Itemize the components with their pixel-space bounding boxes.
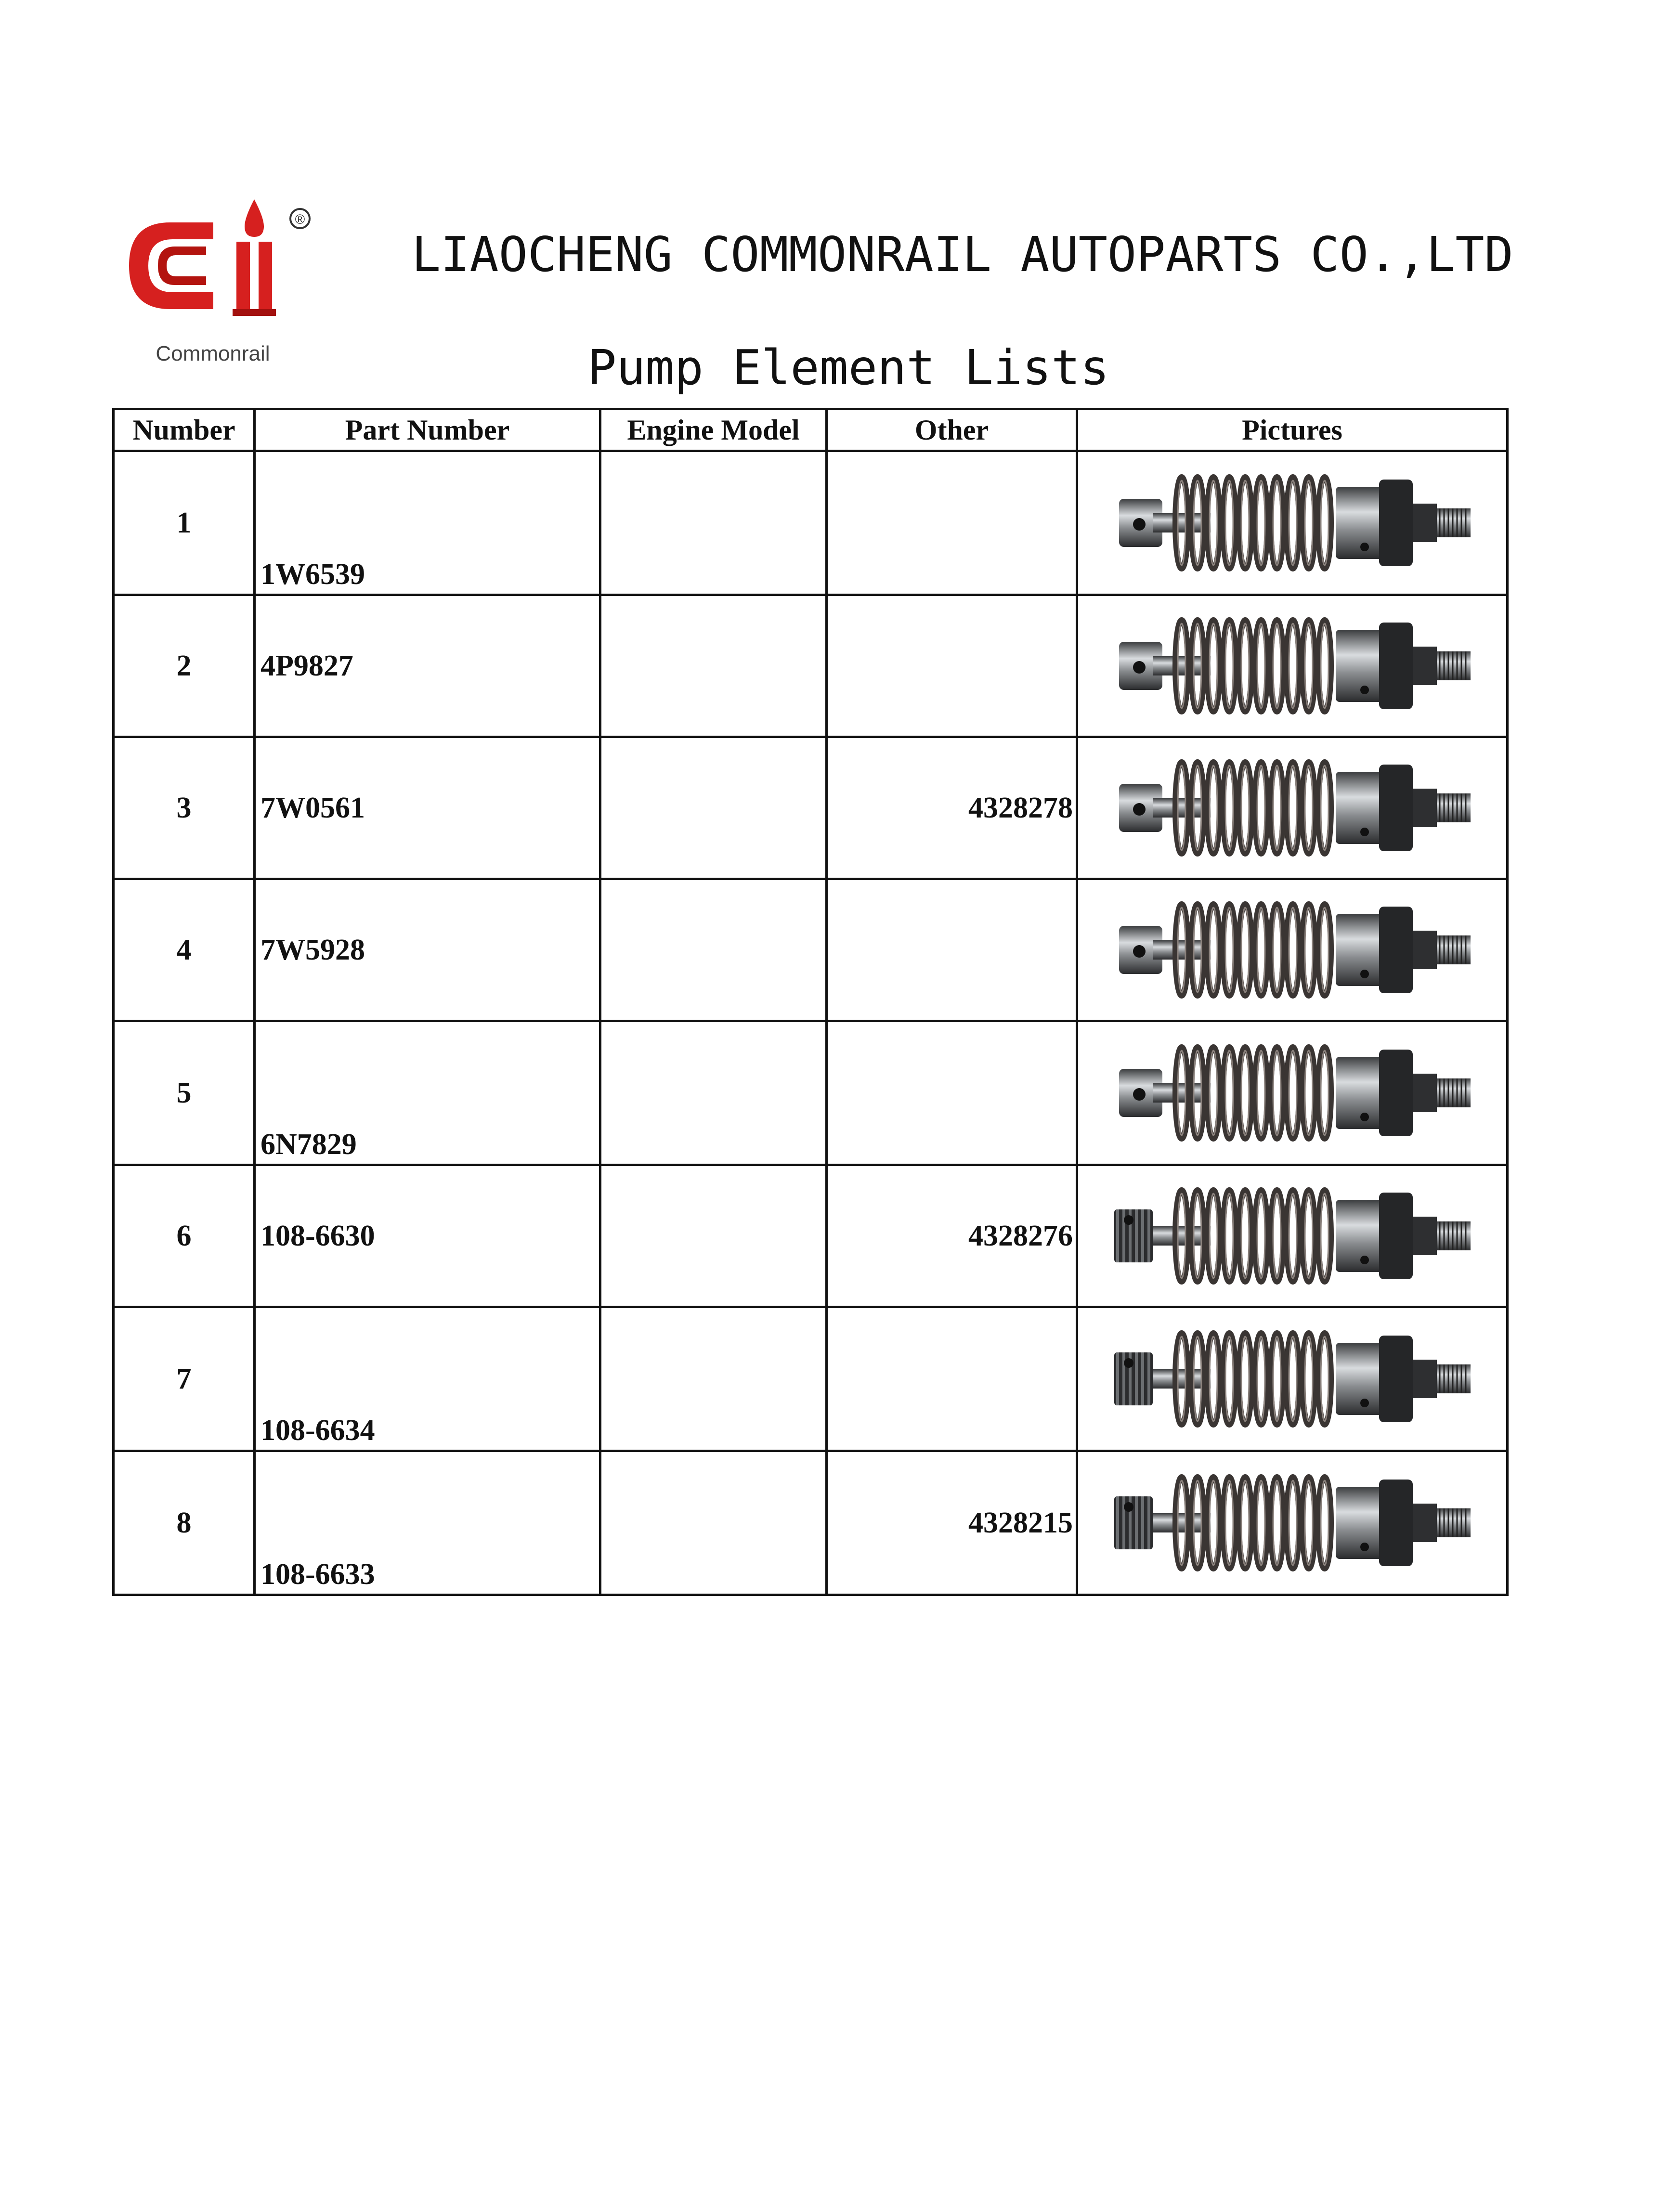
table-row bbox=[114, 1021, 1508, 1165]
other-number bbox=[827, 1307, 1077, 1451]
table-header-row bbox=[114, 409, 1508, 451]
other-number bbox=[827, 879, 1077, 1021]
table-row bbox=[114, 1451, 1508, 1595]
column-header-part-number: Part Number bbox=[255, 409, 600, 451]
row-number: 1 bbox=[114, 451, 255, 595]
picture-cell bbox=[1077, 879, 1508, 1021]
engine-model bbox=[600, 879, 827, 1021]
part-number: 1W6539 bbox=[255, 451, 600, 595]
row-number: 2 bbox=[114, 595, 255, 737]
row-number: 5 bbox=[114, 1021, 255, 1165]
part-number: 7W5928 bbox=[255, 879, 600, 1021]
picture-cell bbox=[1077, 1307, 1508, 1451]
row-number: 4 bbox=[114, 879, 255, 1021]
pump-element-photo bbox=[1109, 1038, 1475, 1148]
picture-cell bbox=[1077, 737, 1508, 879]
other-number bbox=[827, 595, 1077, 737]
part-number: 108-6634 bbox=[255, 1307, 600, 1451]
picture-cell bbox=[1077, 1165, 1508, 1307]
other-number: 4328215 bbox=[827, 1451, 1077, 1595]
other-number bbox=[827, 451, 1077, 595]
other-number: 4328276 bbox=[827, 1165, 1077, 1307]
pump-element-table bbox=[112, 408, 1509, 1596]
document-title: Pump Element Lists bbox=[587, 339, 1109, 396]
row-number: 7 bbox=[114, 1307, 255, 1451]
engine-model bbox=[600, 1021, 827, 1165]
picture-cell bbox=[1077, 1021, 1508, 1165]
part-number: 4P9827 bbox=[255, 595, 600, 737]
engine-model bbox=[600, 1165, 827, 1307]
engine-model bbox=[600, 595, 827, 737]
table-row bbox=[114, 595, 1508, 737]
row-number: 6 bbox=[114, 1165, 255, 1307]
engine-model bbox=[600, 1307, 827, 1451]
part-number: 108-6633 bbox=[255, 1451, 600, 1595]
registered-mark: ® bbox=[295, 212, 305, 227]
column-header-engine-model: Engine Model bbox=[600, 409, 827, 451]
other-number bbox=[827, 1021, 1077, 1165]
pump-element-gear-photo bbox=[1109, 1181, 1475, 1291]
part-number: 6N7829 bbox=[255, 1021, 600, 1165]
logo-caption: Commonrail bbox=[156, 342, 270, 365]
engine-model bbox=[600, 451, 827, 595]
column-header-other: Other bbox=[827, 409, 1077, 451]
commonrail-logo-mark bbox=[112, 189, 313, 343]
part-number: 108-6630 bbox=[255, 1165, 600, 1307]
table-row bbox=[114, 879, 1508, 1021]
picture-cell bbox=[1077, 451, 1508, 595]
engine-model bbox=[600, 737, 827, 879]
picture-cell bbox=[1077, 595, 1508, 737]
table-row bbox=[114, 1307, 1508, 1451]
picture-cell bbox=[1077, 1451, 1508, 1595]
pump-element-photo bbox=[1109, 467, 1475, 578]
table-row bbox=[114, 1165, 1508, 1307]
column-header-pictures: Pictures bbox=[1077, 409, 1508, 451]
table-row bbox=[114, 451, 1508, 595]
part-number: 7W0561 bbox=[255, 737, 600, 879]
pump-element-photo bbox=[1109, 753, 1475, 863]
pump-element-photo bbox=[1109, 610, 1475, 721]
engine-model bbox=[600, 1451, 827, 1595]
pump-element-gear-photo bbox=[1109, 1324, 1475, 1434]
other-number: 4328278 bbox=[827, 737, 1077, 879]
company-name: LIAOCHENG COMMONRAIL AUTOPARTS CO.,LTD bbox=[412, 226, 1513, 283]
company-logo bbox=[112, 189, 313, 367]
pump-element-photo bbox=[1109, 895, 1475, 1005]
table-row bbox=[114, 737, 1508, 879]
pump-element-gear-photo bbox=[1109, 1467, 1475, 1578]
row-number: 8 bbox=[114, 1451, 255, 1595]
row-number: 3 bbox=[114, 737, 255, 879]
column-header-number: Number bbox=[114, 409, 255, 451]
